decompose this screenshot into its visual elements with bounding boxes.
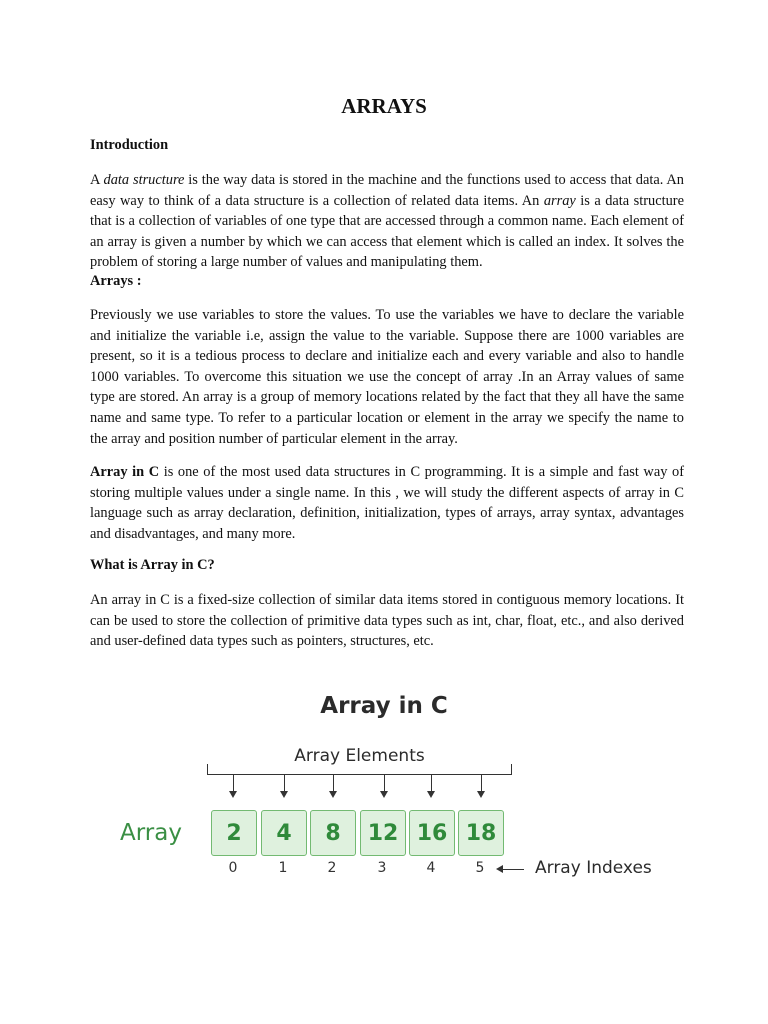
what-is-array-paragraph [90,590,684,652]
array-diagram [108,688,668,888]
array-index: 2 [327,860,337,876]
intro-text-c: is the way data is stored in the machine and the functions used to access that data. An easy way to think of a data structure is a collection of related data items. An [90,172,684,209]
bracket-left-end [207,764,208,775]
array-cell: 16 [409,810,455,856]
intro-term-data-structure: data structure [103,172,185,188]
array-label: Array [120,820,182,846]
array-cell: 2 [211,810,257,856]
element-arrow [481,775,482,795]
introduction-paragraph [90,170,684,273]
array-in-c-paragraph [90,462,684,544]
element-arrow [233,775,234,795]
array-index: 3 [377,860,387,876]
left-arrow-icon [500,869,524,870]
intro-text-e: is a data structure that is a collection of variables of one type that are accessed through a common name. Each element of an array is given a number by which we can access that element which is called an index. It solves the problem of storing a large number of values and manipulating them. [90,192,684,271]
bracket-right-end [511,764,512,775]
what-is-array-heading: What is Array in C? [90,557,215,573]
element-arrow [333,775,334,795]
array-in-c-bold-term: Array in C [90,464,160,480]
page-title: ARRAYS [341,94,427,118]
elements-bracket [207,774,512,775]
intro-text-a: A [90,172,104,188]
array-cell: 8 [310,810,356,856]
array-index: 5 [475,860,485,876]
arrays-paragraph-text: Previously we use variables to store the values. To use the variables we have to declare the variable and initialize the variable i.e, assign the value to the variable. Suppose there are 1000 variables are present, so it is a tedious process to declare and initialize each and every variable and also to handle 1000 variables. To overcome this situation we use the concept of array .In an Array values of same type are stored. An array is a group of memory locations related by the fact that they all have the same name and same type. To refer to a particular location or element in the array we specify the name to the array and position number of particular element in the array. [90,307,684,447]
element-arrow [384,775,385,795]
what-is-array-text: An array in C is a fixed-size collection of similar data items stored in contiguous memory locations. It can be used to store the collection of primitive data types such as int, char, float, etc., and also derived and user-defined data types such as pointers, structures, etc. [90,592,684,650]
intro-term-array: array [543,192,576,209]
arrays-heading: Arrays : [90,273,142,289]
array-index: 0 [228,860,238,876]
element-arrow [284,775,285,795]
array-cell: 12 [360,810,406,856]
arrays-paragraph [90,305,684,449]
array-index: 1 [278,860,288,876]
array-in-c-text: is one of the most used data structures in C programming. It is a simple and fast way of storing multiple values under a single name. In this , we will study the different aspects of array in C language such as array declaration, definition, initialization, types of arrays, array syntax, advantages and disadvantages, and many more. [90,464,684,542]
element-arrow [431,775,432,795]
array-indexes-label: Array Indexes [535,858,652,878]
array-elements-label: Array Elements [294,746,425,766]
array-cell: 18 [458,810,504,856]
diagram-title: Array in C [320,693,448,719]
array-index: 4 [426,860,436,876]
introduction-heading: Introduction [90,137,169,153]
array-cell: 4 [261,810,307,856]
